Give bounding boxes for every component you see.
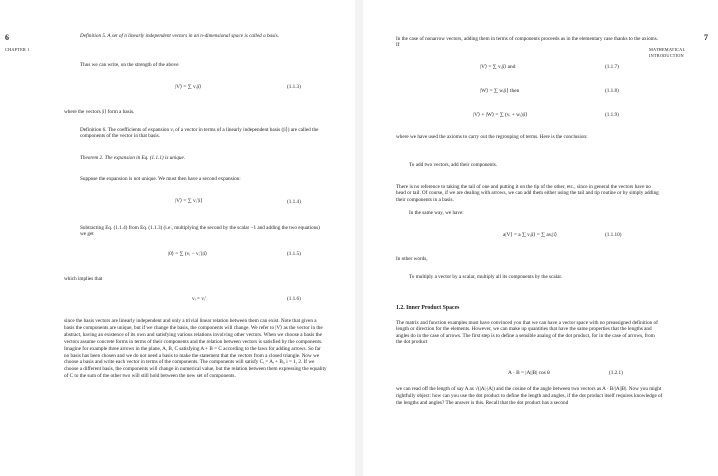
equation-number: (1.1.4): [287, 199, 301, 205]
page-number: 6: [5, 33, 9, 42]
equation-number: (1.1.3): [287, 84, 301, 90]
equation-1-1-10: a|V⟩ = a ∑ vᵢ|i⟩ = ∑ avᵢ|i⟩: [503, 232, 557, 238]
equation-1-1-6: vᵢ = vᵢ′: [192, 296, 207, 302]
paragraph-axioms: where we have used the axioms to carry out the regrouping of terms. Here is the conclusion:: [396, 134, 588, 140]
paragraph-since: since the basis vectors are linearly independent and only a trivial linear relation between them can exist. Note that given a basis the components are unique, but if we change the basis, the components will change. We refer to |V⟩ as the vector in the abstract, having an existence of its own and satisfying various relations involving other vectors. When we choose a basis the vectors assume concrete forms in terms of their components and the relation between vectors is satisfied by the components. Imagine for example three arrows in the plane, A, B, C satisfying A + B = C according to the laws for adding arrows. So far no basis has been chosen and we do not need a basis to make the statement that the vectors from a closed triangle. Now we choose a basis and write each vector in terms of the components. The components will satisfy Cᵢ = Aᵢ + Bᵢ, i = 1, 2. If we choose a different basis, the components will change in numerical value, but the relation between them expressing the equality of C to the sum of the other two will still hold between the new set of components.: [64, 318, 327, 380]
equation-number: (1.1.9): [605, 112, 619, 118]
left-page: [0, 0, 355, 476]
paragraph-multiply-rule: To multiply a vector by a scalar, multiply all its components by the scalar.: [409, 274, 563, 280]
equation-number: (1.1.6): [287, 296, 301, 302]
paragraph-suppose: Suppose the expansion is not unique. We must then have a second expansion:: [80, 176, 241, 182]
paragraph-implies: which implies that: [64, 276, 103, 282]
equation-1-1-8: |W⟩ = ∑ wᵢ|i⟩ then: [480, 88, 520, 94]
paragraph-matrix: The matrix and function examples must have convinced you that we can have a vector space with no preassigned definition of length or direction for the elements. However, we can make up quantities that have the same properties that the lengths and angles do in the case of arrows. The first step is to define a sensible analog of the dot product, for in the case of arrows, from the dot product: [396, 320, 658, 346]
section-heading: 1.2. Inner Product Spaces: [396, 305, 460, 311]
paragraph-readoff: we can read off the length of say A as √(|A|·|A|) and the cosine of the angle between two vectors as A · B/|A||B|. Now you might rightfully object: how can you use the dot product to define the length and angles, if the dot product itself requires knowledge of the lengths and angles? The answer is this. Recall that the dot product has a second: [396, 386, 663, 406]
paragraph-noreference: There is no reference to taking the tail of one and putting it on the tip of the other, etc., since in general the vectors have no head or tail. Of course, if we are dealing with arrows, we can add them either using the tail and tip routine or by simply adding their components in a basis.: [396, 184, 659, 203]
equation-number: (1.2.1): [609, 370, 623, 376]
equation-1-1-4: |V⟩ = ∑ vᵢ′|i⟩: [175, 198, 203, 204]
definition-5: Definition 5. A set of n linearly independent vectors in an n-dimensional space is called a basis.: [80, 33, 279, 39]
right-page: [363, 0, 718, 476]
equation-number: (1.1.7): [605, 64, 619, 70]
equation-1-1-3: |V⟩ = ∑ vᵢ|i⟩: [175, 84, 202, 90]
paragraph-nonarrow: In the case of nonarrow vectors, adding them in terms of components proceeds as in the elementary case thanks to the axioms. If: [396, 36, 659, 49]
equation-1-1-7: |V⟩ = ∑ vᵢ|i⟩ and: [480, 64, 516, 70]
equation-1-1-5: |0⟩ = ∑ (vᵢ − vᵢ′)|i⟩: [168, 251, 208, 257]
running-head: CHAPTER 1: [5, 47, 30, 52]
paragraph-thus: Thus we can write, on the strength of the above: [80, 62, 179, 68]
equation-number: (1.1.8): [605, 88, 619, 94]
paragraph-where: where the vectors |i⟩ form a basis.: [64, 109, 135, 115]
paragraph-add-rule: To add two vectors, add their components.: [409, 162, 498, 168]
equation-1-2-1: A · B = |A||B| cos θ: [508, 370, 550, 376]
equation-1-1-9: |V⟩ + |W⟩ = ∑ (vᵢ + wᵢ)|i⟩: [473, 112, 528, 118]
page-gutter: [355, 0, 363, 476]
paragraph-sameway: In the same way, we have:: [409, 210, 464, 216]
page-number: 7: [704, 33, 708, 42]
paragraph-otherwords: In other words,: [396, 256, 428, 262]
equation-number: (1.1.10): [605, 232, 622, 238]
definition-6: Definition 6. The coefficients of expansion vᵢ of a vector in terms of a linearly independent basis (|i⟩) are called the components of the vector in that basis.: [80, 127, 319, 140]
theorem-2: Theorem 2. The expansion in Eq. (1.1.1) is unique.: [80, 155, 186, 161]
paragraph-subtracting: Subtracting Eq. (1.1.4) from Eq. (1.1.3) (i.e., multiplying the second by the scalar −1 and adding the two equations) we get: [80, 225, 320, 238]
running-head: INTRODUCTION: [649, 53, 684, 58]
equation-number: (1.1.5): [287, 251, 301, 257]
running-head: MATHEMATICAL: [649, 47, 686, 52]
